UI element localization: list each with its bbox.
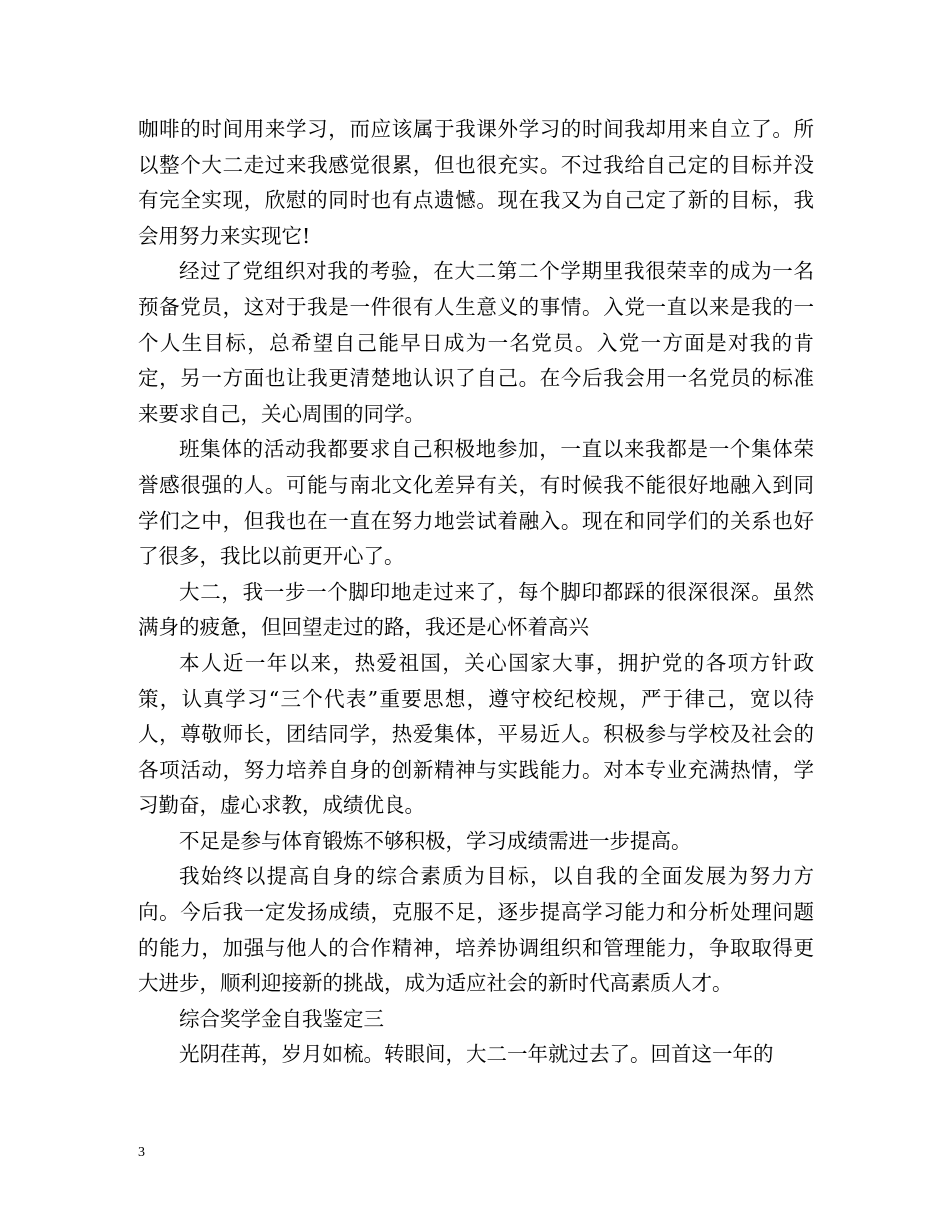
paragraph-continuation: 咖啡的时间用来学习，而应该属于我课外学习的时间我却用来自立了。所以整个大二走过来我感觉很累，但也很充实。不过我给自己定的目标并没有完全实现，欣慰的同时也有点遗憾。现在我又为自己定了新的目标，我会用努力来实现它! xyxy=(138,117,814,248)
paragraph-section-three-start: 光阴荏苒，岁月如梳。转眼间，大二一年就过去了。回首这一年的 xyxy=(179,1042,774,1067)
paragraph-self-assessment: 本人近一年以来，热爱祖国，关心国家大事，拥护党的各项方针政策，认真学习“三个代表”重要思想，遵守校纪校规，严于律己，宽以待人，尊敬师长，团结同学，热爱集体，平易近人。积极参与学校及社会的各项活动，努力培养自身的创新精神与实践能力。对本专业充满热情，学习勤奋，虚心求教，成绩优良。 xyxy=(138,650,814,818)
paragraph-sophomore-summary: 大二，我一步一个脚印地走过来了，每个脚印都踩的很深很深。虽然满身的疲惫，但回望走过的路，我还是心怀着高兴 xyxy=(138,579,814,640)
paragraph-class-activities: 班集体的活动我都要求自己积极地参加，一直以来我都是一个集体荣誉感很强的人。可能与南北文化差异有关，有时候我不能很好地融入到同学们之中，但我也在一直在努力地尝试着融入。现在和同学们的关系也好了很多，我比以前更开心了。 xyxy=(138,437,814,569)
paragraph-goals: 我始终以提高自身的综合素质为目标，以自我的全面发展为努力方向。今后我一定发扬成绩，克服不足，逐步提高学习能力和分析处理问题的能力，加强与他人的合作精神，培养协调组织和管理能力，争取取得更大进步，顺利迎接新的挑战，成为适应社会的新时代高素质人才。 xyxy=(138,864,814,996)
paragraph-party-membership: 经过了党组织对我的考验，在大二第二个学期里我很荣幸的成为一名预备党员，这对于我是一件很有人生意义的事情。入党一直以来是我的一个人生目标，总希望自己能早日成为一名党员。入党一方面是对我的肯定，另一方面也让我更清楚地认识了自己。在今后我会用一名党员的标准来要求自己，关心周围的同学。 xyxy=(138,259,814,426)
section-heading: 综合奖学金自我鉴定三 xyxy=(179,1006,384,1031)
paragraph-shortcomings: 不足是参与体育锻炼不够积极，学习成绩需进一步提高。 xyxy=(179,828,692,853)
document-body xyxy=(138,112,814,1073)
page-number: 3 xyxy=(138,1145,145,1160)
